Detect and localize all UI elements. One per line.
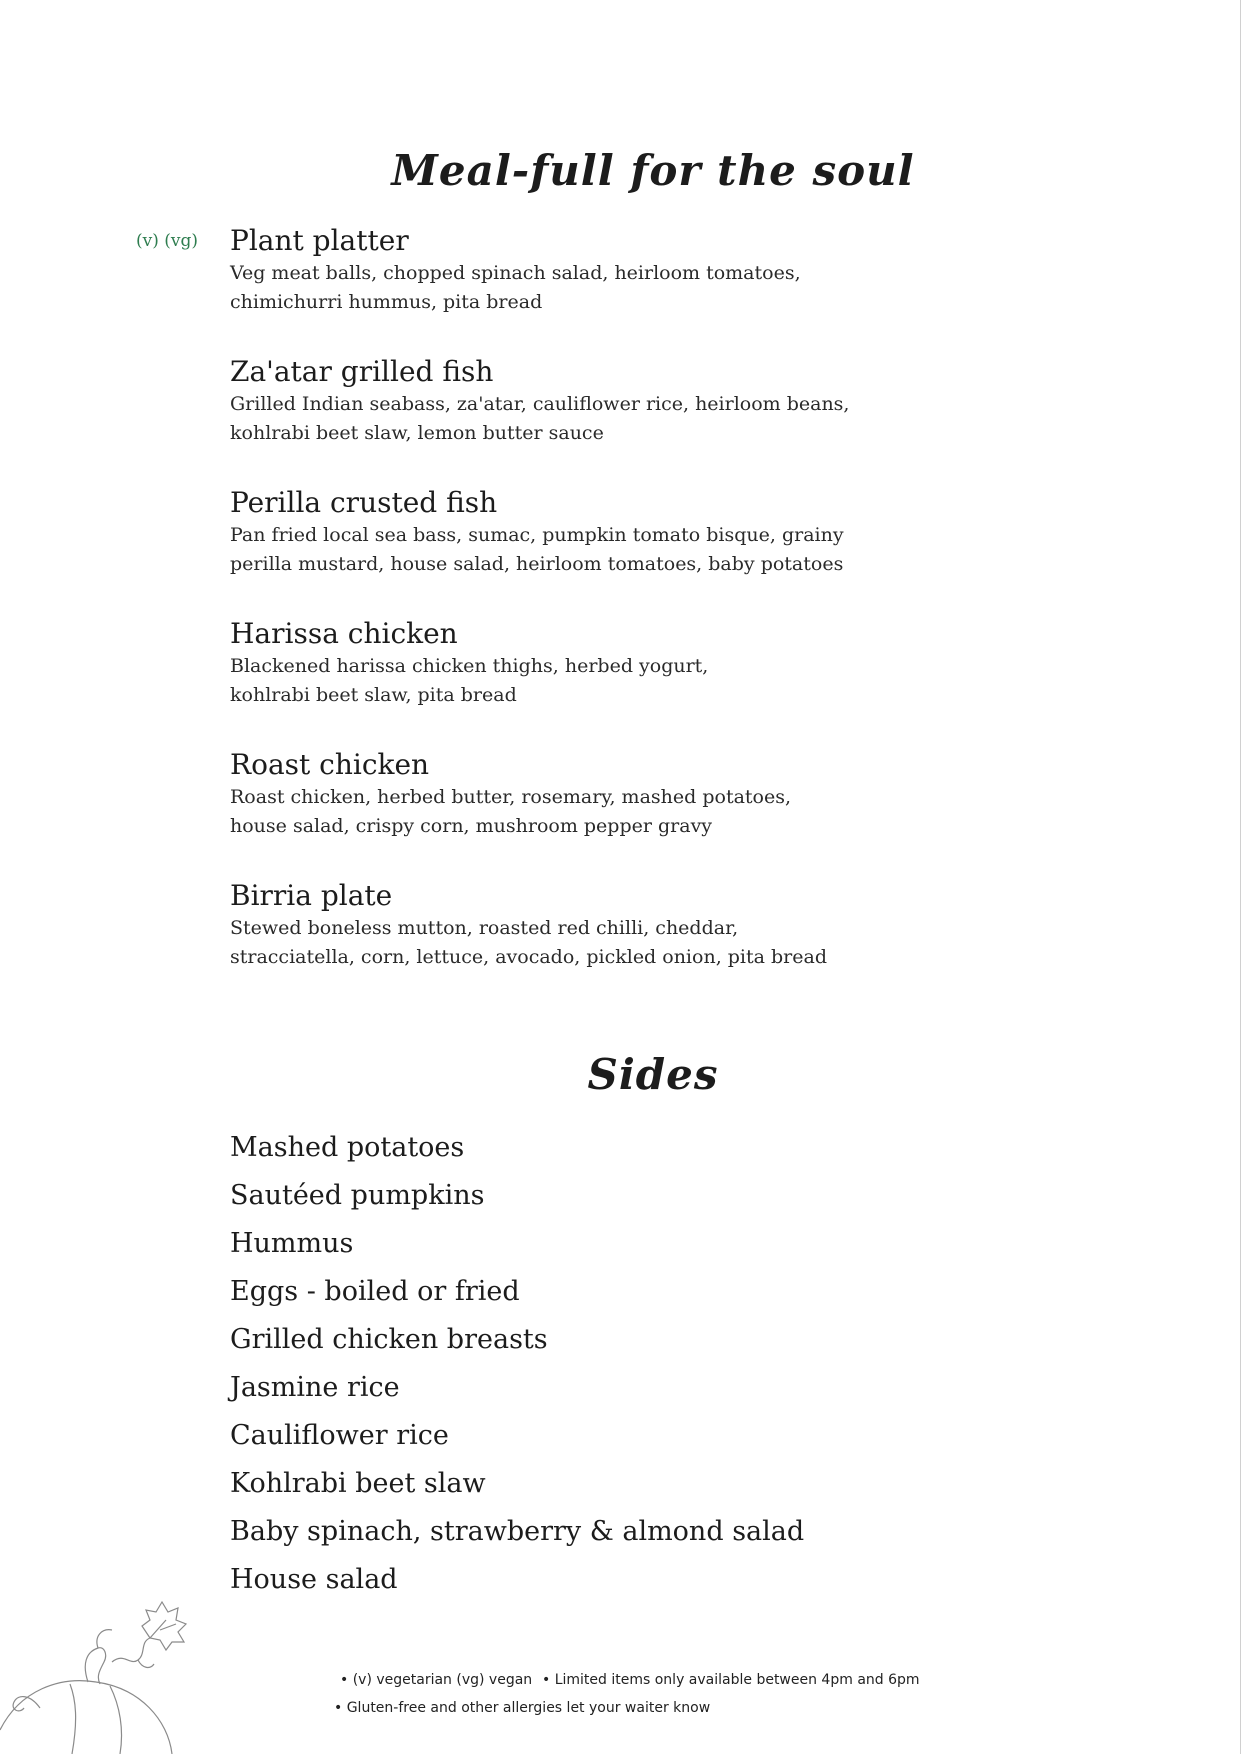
diet-tag: (v) (vg) xyxy=(136,231,199,251)
side-item: Mashed potatoes xyxy=(230,1132,465,1163)
dish-item xyxy=(230,486,950,579)
dish-name: Roast chicken xyxy=(230,748,430,781)
dish-item xyxy=(230,748,950,841)
dish-description: Veg meat balls, chopped spinach salad, heirloom tomatoes, chimichurri hummus, pita bread xyxy=(230,262,801,313)
side-item: Baby spinach, strawberry & almond salad xyxy=(230,1516,805,1547)
dish-item xyxy=(230,224,950,317)
sides-list xyxy=(230,1128,804,1608)
dish-name: Plant platter xyxy=(230,224,409,257)
dish-description: Roast chicken, herbed butter, rosemary, mashed potatoes, house salad, crispy corn, mushroom pepper gravy xyxy=(230,786,792,837)
dish-description: Pan fried local sea bass, sumac, pumpkin tomato bisque, grainy perilla mustard, house salad, heirloom tomatoes, baby potatoes xyxy=(230,524,844,575)
pumpkin-vine-icon xyxy=(0,1590,200,1754)
dish-item xyxy=(230,617,950,710)
dish-name: Perilla crusted fish xyxy=(230,486,498,519)
dish-name: Birria plate xyxy=(230,879,393,912)
footer-note-diet: • (v) vegetarian (vg) vegan xyxy=(340,1672,533,1688)
side-item: Grilled chicken breasts xyxy=(230,1324,548,1355)
dish-item xyxy=(230,879,950,972)
dish-name: Za'atar grilled fish xyxy=(230,355,494,388)
dish-description: Stewed boneless mutton, roasted red chilli, cheddar, stracciatella, corn, lettuce, avocado, pickled onion, pita bread xyxy=(230,917,827,968)
side-item: Kohlrabi beet slaw xyxy=(230,1468,486,1499)
menu-title: Meal-full for the soul xyxy=(391,146,915,195)
dish-description: Grilled Indian seabass, za'atar, cauliflower rice, heirloom beans, kohlrabi beet slaw, lemon butter sauce xyxy=(230,393,850,444)
side-item: Hummus xyxy=(230,1228,354,1259)
side-item: Sautéed pumpkins xyxy=(230,1180,485,1211)
dish-description: Blackened harissa chicken thighs, herbed yogurt, kohlrabi beet slaw, pita bread xyxy=(230,655,709,706)
side-item: House salad xyxy=(230,1564,398,1595)
footer-note-allergies: • Gluten-free and other allergies let your waiter know xyxy=(334,1700,711,1716)
side-item: Cauliflower rice xyxy=(230,1420,449,1451)
sides-title: Sides xyxy=(587,1050,719,1099)
dish-item xyxy=(230,355,950,448)
footer-note-availability: • Limited items only available between 4pm and 6pm xyxy=(542,1672,920,1688)
side-item: Jasmine rice xyxy=(230,1372,400,1403)
side-item: Eggs - boiled or fried xyxy=(230,1276,520,1307)
dish-name: Harissa chicken xyxy=(230,617,458,650)
